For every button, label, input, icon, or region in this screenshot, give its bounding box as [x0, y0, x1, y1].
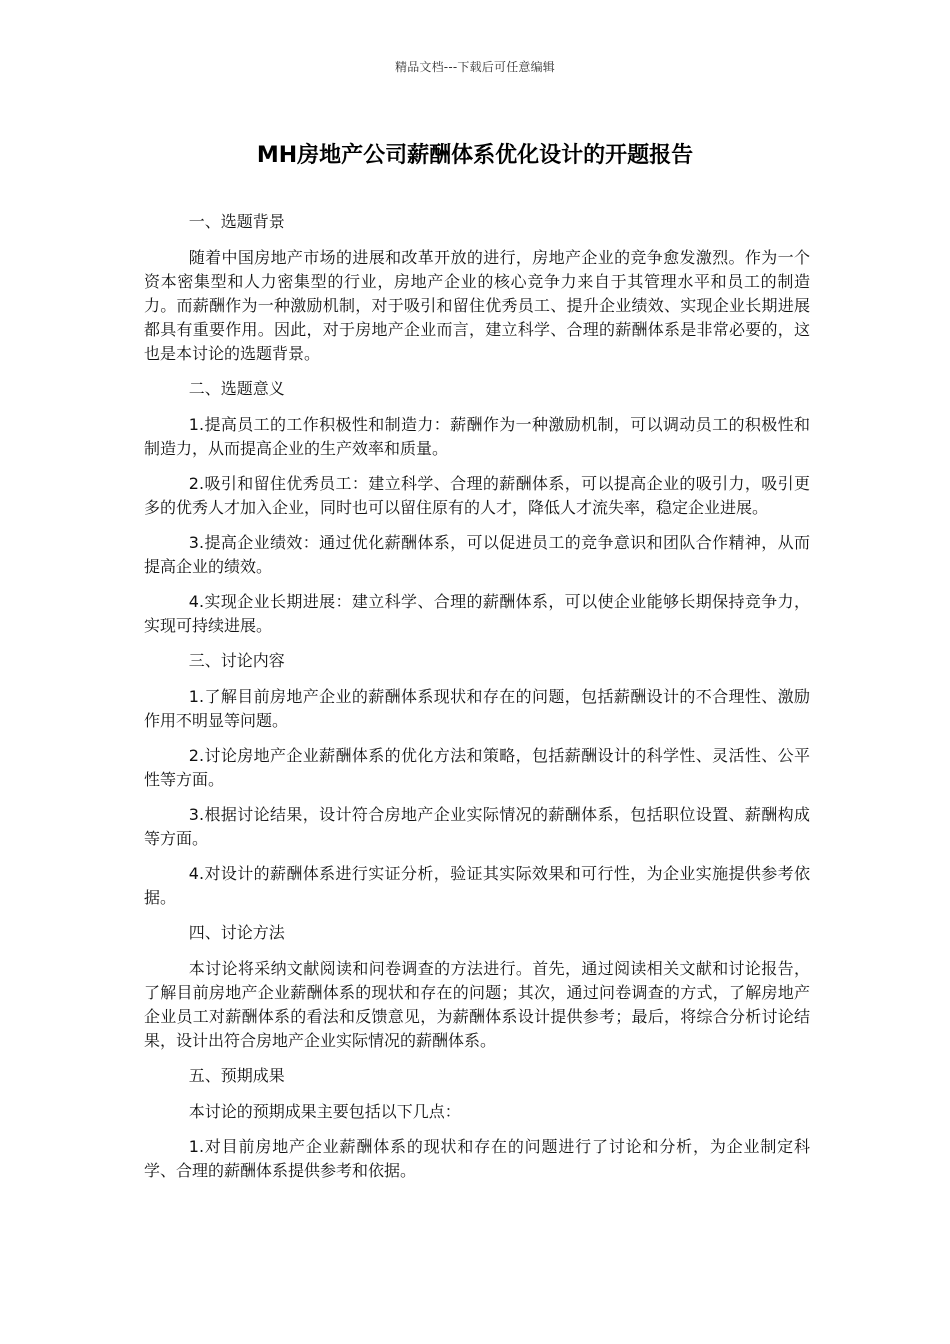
paragraph-content-3: 3.根据讨论结果，设计符合房地产企业实际情况的薪酬体系，包括职位设置、薪酬构成等方面。: [144, 805, 810, 848]
paragraph-expected-1: 1.对目前房地产企业薪酬体系的现状和存在的问题进行了讨论和分析，为企业制定科学、合理的薪酬体系提供参考和依据。: [144, 1137, 810, 1180]
paragraph-significance-2: 2.吸引和留住优秀员工：建立科学、合理的薪酬体系，可以提高企业的吸引力，吸引更多的优秀人才加入企业，同时也可以留住原有的人才，降低人才流失率，稳定企业进展。: [144, 474, 810, 517]
paragraph-content-4: 4.对设计的薪酬体系进行实证分析，验证其实际效果和可行性，为企业实施提供参考依据。: [144, 864, 810, 907]
section-heading-expected-results: 五、预期成果: [188, 1066, 285, 1085]
section-heading-method: 四、讨论方法: [188, 923, 285, 942]
paragraph-expected-intro: 本讨论的预期成果主要包括以下几点：: [188, 1102, 461, 1121]
header-note: 精品文档---下载后可任意编辑: [395, 60, 555, 74]
paragraph-significance-4: 4.实现企业长期进展：建立科学、合理的薪酬体系，可以使企业能够长期保持竞争力，实现可持续进展。: [144, 592, 810, 635]
document-title: MH房地产公司薪酬体系优化设计的开题报告: [256, 143, 694, 168]
section-heading-significance: 二、选题意义: [188, 379, 285, 398]
section-heading-content: 三、讨论内容: [188, 651, 285, 670]
paragraph-significance-1: 1.提高员工的工作积极性和制造力：薪酬作为一种激励机制，可以调动员工的积极性和制造力，从而提高企业的生产效率和质量。: [144, 415, 810, 458]
paragraph-content-1: 1.了解目前房地产企业的薪酬体系现状和存在的问题，包括薪酬设计的不合理性、激励作用不明显等问题。: [144, 687, 810, 730]
paragraph-content-2: 2.讨论房地产企业薪酬体系的优化方法和策略，包括薪酬设计的科学性、灵活性、公平性等方面。: [144, 746, 810, 789]
paragraph-method: 本讨论将采纳文献阅读和问卷调查的方法进行。首先，通过阅读相关文献和讨论报告，了解目前房地产企业薪酬体系的现状和存在的问题；其次，通过问卷调查的方式，了解房地产企业员工对薪酬体系的看法和反馈意见，为薪酬体系设计提供参考；最后，将综合分析讨论结果，设计出符合房地产企业实际情况的薪酬体系。: [144, 959, 810, 1050]
section-heading-background: 一、选题背景: [188, 212, 285, 231]
paragraph-significance-3: 3.提高企业绩效：通过优化薪酬体系，可以促进员工的竞争意识和团队合作精神，从而提高企业的绩效。: [144, 533, 810, 576]
paragraph-background: 随着中国房地产市场的进展和改革开放的进行，房地产企业的竞争愈发激烈。作为一个资本密集型和人力密集型的行业，房地产企业的核心竞争力来自于其管理水平和员工的制造力。而薪酬作为一种激励机制，对于吸引和留住优秀员工、提升企业绩效、实现企业长期进展都具有重要作用。因此，对于房地产企业而言，建立科学、合理的薪酬体系是非常必要的，这也是本讨论的选题背景。: [144, 248, 810, 363]
document-body: [144, 210, 810, 1194]
